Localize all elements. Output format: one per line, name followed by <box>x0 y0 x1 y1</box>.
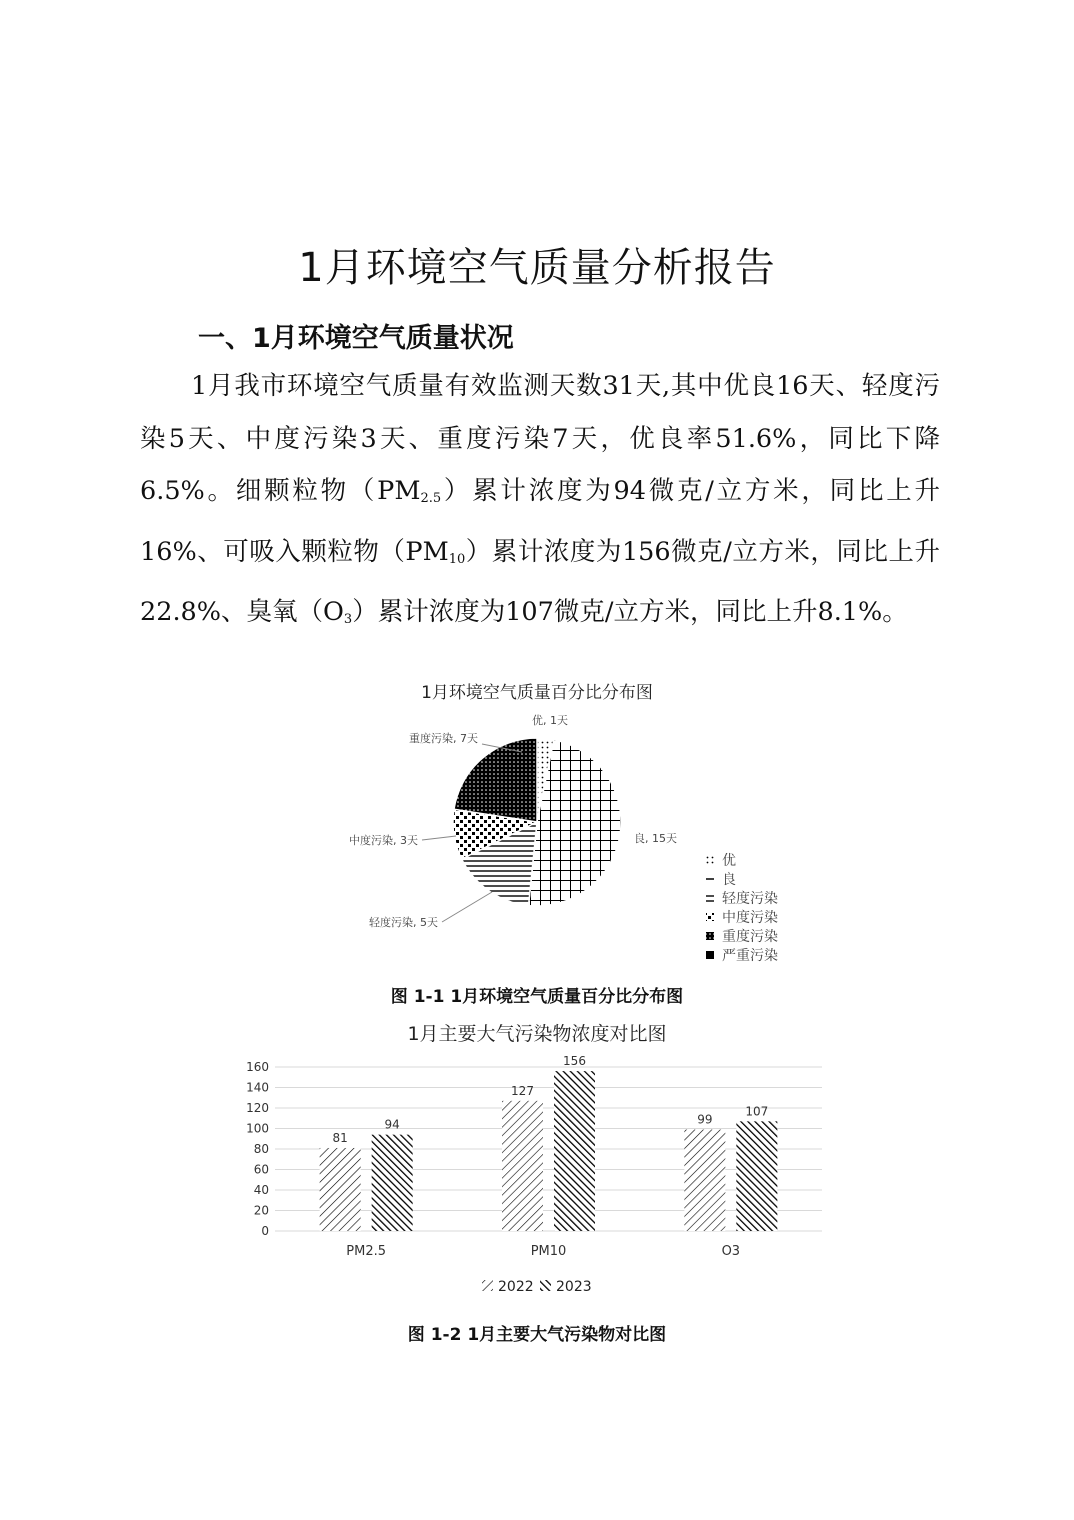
figure-1-caption: 图 1-1 1月环境空气质量百分比分布图 <box>390 987 684 1007</box>
pie-legend-label: 中度污染 <box>722 910 778 926</box>
bar-y-tick-label: 140 <box>246 1080 269 1095</box>
pie-chart <box>0 680 1074 980</box>
bar-y-tick-label: 160 <box>246 1060 269 1074</box>
pie-legend-label: 严重污染 <box>722 948 778 964</box>
body-paragraph <box>140 360 940 647</box>
bar-2023-O3 <box>736 1121 777 1231</box>
bar-x-tick-label: PM2.5 <box>346 1244 387 1259</box>
bar-data-label: 127 <box>511 1083 534 1098</box>
bar-legend-swatch <box>482 1280 493 1291</box>
pie-slice-4 <box>454 738 537 822</box>
bar-legend-swatch <box>540 1280 551 1291</box>
bar-2023-PM2.5 <box>372 1135 413 1231</box>
bar-x-tick-label: O3 <box>721 1244 741 1259</box>
bar-x-axis <box>346 1244 740 1259</box>
pie-legend-label: 轻度污染 <box>722 891 778 907</box>
paragraph-text-2: ）累计浓度为94微克/立方米，同比上升16%、可吸入颗粒物（PM <box>140 476 940 567</box>
pie-legend-swatch <box>706 913 714 921</box>
paragraph-text-4: ）累计浓度为107微克/立方米，同比上升8.1%。 <box>352 597 908 627</box>
pm10-subscript: 10 <box>448 551 466 567</box>
section-heading: 一、1月环境空气质量状况 <box>198 323 514 354</box>
pie-leader-line <box>442 892 492 922</box>
bar-y-tick-label: 20 <box>253 1203 269 1218</box>
bar-2022-O3 <box>684 1130 725 1231</box>
bar-data-label: 99 <box>697 1112 713 1127</box>
bar-2022-PM10 <box>502 1101 543 1231</box>
o3-subscript: 3 <box>343 612 353 627</box>
bar-data-label: 94 <box>384 1117 400 1132</box>
pie-legend-label: 重度污染 <box>722 929 778 945</box>
pie-legend-swatch <box>706 932 714 940</box>
bar-chart <box>0 1018 1074 1308</box>
pie-legend-label: 良 <box>722 872 736 888</box>
bar-y-axis <box>246 1060 269 1238</box>
bar-data-label: 156 <box>563 1054 586 1069</box>
bar-legend <box>482 1279 592 1295</box>
bar-y-tick-label: 120 <box>246 1101 269 1115</box>
bar-y-tick-label: 40 <box>253 1183 269 1197</box>
paragraph-text-3: ）累计浓度为156微克/立方米，同比上升22.8%、臭氧（O <box>140 536 941 627</box>
bar-series <box>320 1054 778 1231</box>
pie-leader-line <box>422 836 456 840</box>
bar-y-tick-label: 100 <box>246 1121 269 1136</box>
pie-slices <box>453 738 621 906</box>
figure-2-caption: 图 1-2 1月主要大气污染物对比图 <box>407 1325 667 1345</box>
pm25-subscript: 2.5 <box>420 491 442 506</box>
bar-y-tick-label: 80 <box>253 1142 269 1156</box>
pie-legend-label: 优 <box>722 853 736 869</box>
bar-2023-PM10 <box>554 1071 595 1231</box>
pie-legend-swatch <box>706 894 714 902</box>
pie-legend <box>706 852 778 964</box>
pie-legend-swatch <box>706 951 714 959</box>
bar-data-label: 81 <box>332 1130 348 1145</box>
pie-data-label: 重度污染, 7天 <box>409 732 478 745</box>
bar-2022-PM2.5 <box>320 1148 361 1231</box>
paragraph-text-1: 1月我市环境空气质量有效监测天数31天,其中优良16天、轻度污染5天、中度污染3天、重度污染7天，优良率51.6%，同比下降6.5%。细颗粒物（PM <box>140 371 940 506</box>
pie-data-label: 优, 1天 <box>532 714 568 727</box>
bar-legend-label: 2022 <box>498 1279 534 1295</box>
pie-data-label: 轻度污染, 5天 <box>369 916 438 929</box>
pie-data-label: 良, 15天 <box>634 832 677 845</box>
bar-chart-title: 1月主要大气污染物浓度对比图 <box>407 1023 667 1045</box>
bar-data-label: 107 <box>745 1104 769 1119</box>
pie-chart-title: 1月环境空气质量百分比分布图 <box>421 683 653 703</box>
bar-y-tick-label: 0 <box>261 1224 269 1238</box>
pie-legend-swatch <box>706 856 714 864</box>
pie-data-label: 中度污染, 3天 <box>349 834 418 847</box>
bar-legend-label: 2023 <box>556 1279 592 1295</box>
document-title: 1月环境空气质量分析报告 <box>298 245 776 291</box>
bar-x-tick-label: PM10 <box>530 1244 567 1259</box>
bar-y-tick-label: 60 <box>253 1162 269 1177</box>
